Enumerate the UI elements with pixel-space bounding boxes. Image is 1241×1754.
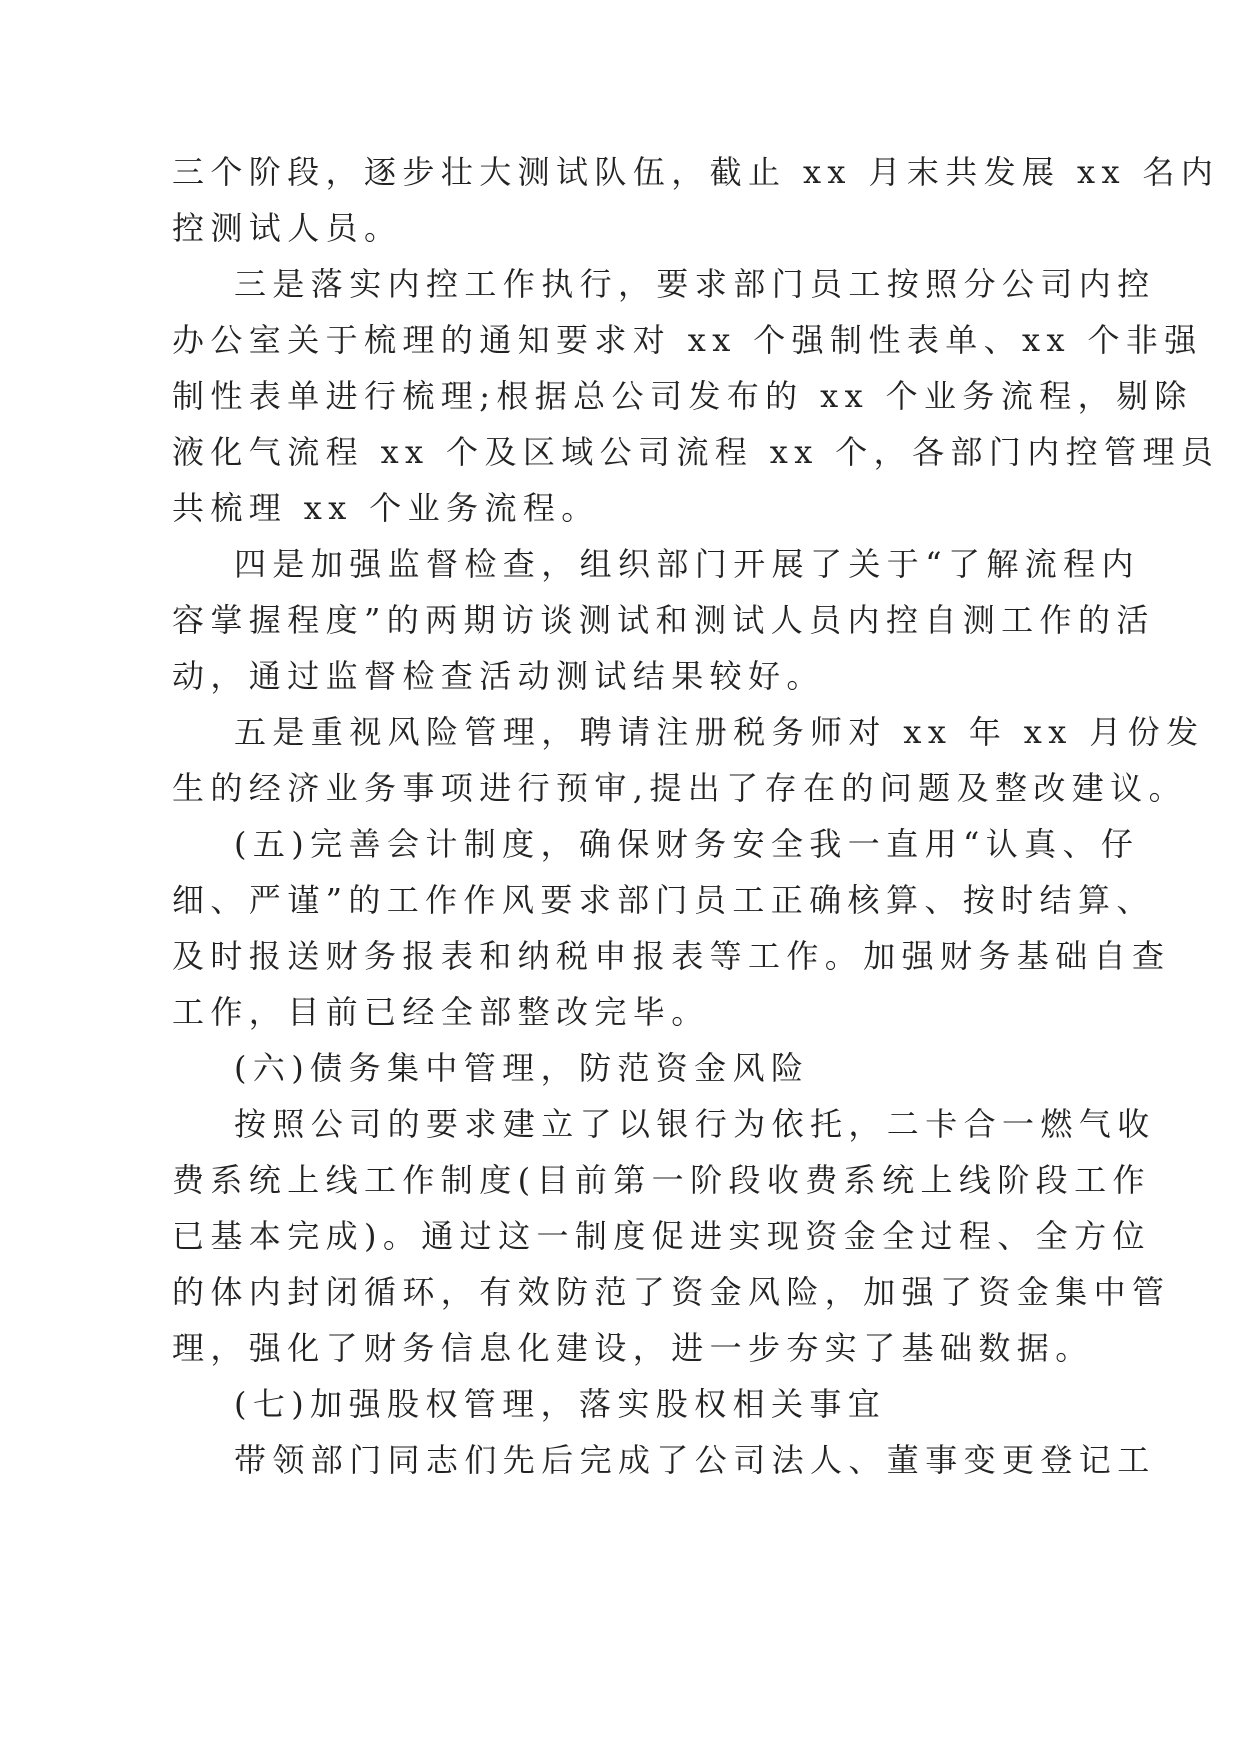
text-line: 生的经济业务事项进行预审,提出了存在的问题及整改建议。 xyxy=(172,769,1187,807)
text-line: 动，通过监督检查活动测试结果较好。 xyxy=(172,657,825,695)
text-line: 五是重视风险管理，聘请注册税务师对 xx 年 xx 月份发 xyxy=(234,713,1205,751)
text-line: 四是加强监督检查，组织部门开展了关于“了解流程内 xyxy=(234,545,1140,583)
text-line: 控测试人员。 xyxy=(172,209,403,247)
text-line: 细、严谨”的工作作风要求部门员工正确核算、按时结算、 xyxy=(172,881,1155,919)
text-line: 及时报送财务报表和纳税申报表等工作。加强财务基础自查 xyxy=(172,937,1171,975)
text-line: 三是落实内控工作执行，要求部门员工按照分公司内控 xyxy=(234,265,1156,303)
text-line: 制性表单进行梳理;根据总公司发布的 xx 个业务流程，剔除 xyxy=(172,377,1193,415)
text-line: 液化气流程 xx 个及区域公司流程 xx 个，各部门内控管理员 xyxy=(172,433,1220,471)
text-line: 按照公司的要求建立了以银行为依托，二卡合一燃气收 xyxy=(234,1105,1156,1143)
text-line: (五)完善会计制度，确保财务安全我一直用“认真、仔 xyxy=(234,825,1140,863)
text-line: 的体内封闭循环，有效防范了资金风险，加强了资金集中管 xyxy=(172,1273,1171,1311)
text-line: 三个阶段，逐步壮大测试队伍，截止 xx 月末共发展 xx 名内 xyxy=(172,153,1220,191)
text-line: 理，强化了财务信息化建设，进一步夯实了基础数据。 xyxy=(172,1329,1094,1367)
text-line: 费系统上线工作制度(目前第一阶段收费系统上线阶段工作 xyxy=(172,1161,1151,1199)
text-line: 容掌握程度”的两期访谈测试和测试人员内控自测工作的活 xyxy=(172,601,1155,639)
text-line: 办公室关于梳理的通知要求对 xx 个强制性表单、xx 个非强 xyxy=(172,321,1203,359)
text-line: 工作，目前已经全部整改完毕。 xyxy=(172,993,710,1031)
text-line: (七)加强股权管理，落实股权相关事宜 xyxy=(234,1385,887,1423)
text-line: 共梳理 xx 个业务流程。 xyxy=(172,489,600,527)
text-line: 带领部门同志们先后完成了公司法人、董事变更登记工 xyxy=(234,1441,1156,1479)
text-line: 已基本完成)。通过这一制度促进实现资金全过程、全方位 xyxy=(172,1217,1151,1255)
text-line: (六)债务集中管理，防范资金风险 xyxy=(234,1049,810,1087)
